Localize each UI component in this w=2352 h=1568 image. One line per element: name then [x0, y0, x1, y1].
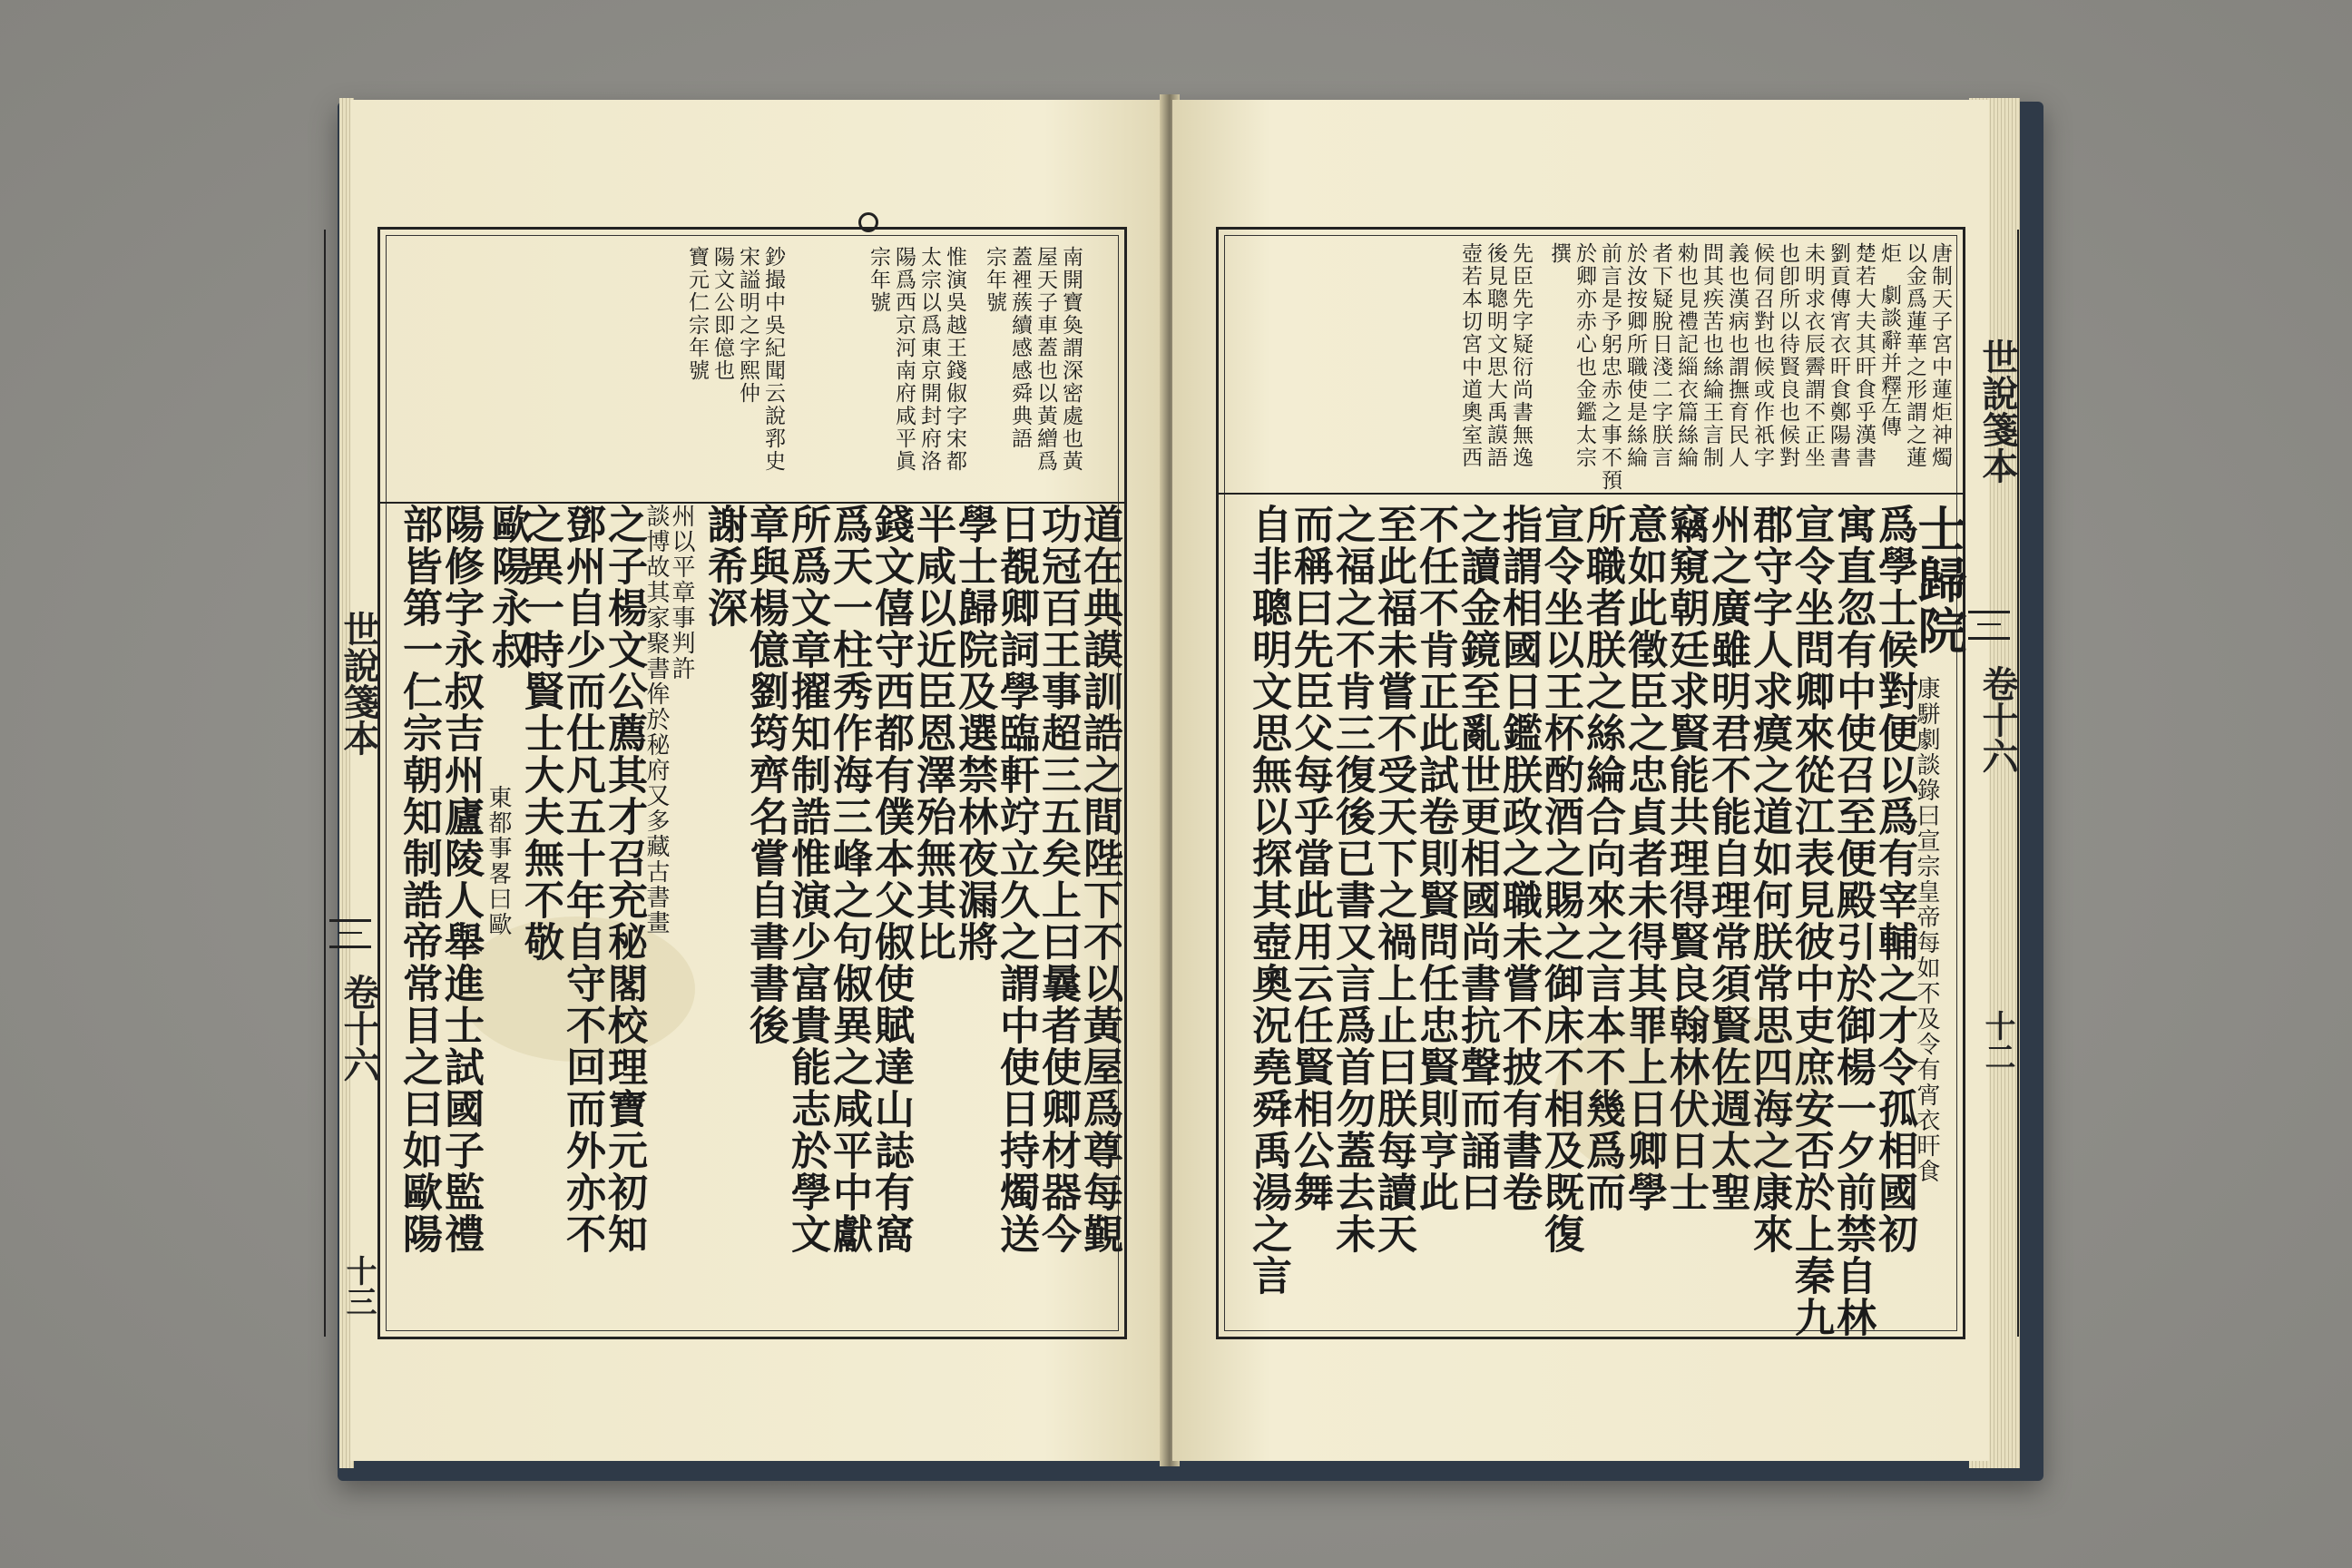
text-column: 宣令坐以王杯酌酒之賜之御床不相及既復: [1537, 504, 1583, 1255]
headnote-col: 候伺召對也候或作祇字: [1750, 242, 1774, 469]
spine-book-title: 世說箋本: [1976, 338, 2019, 484]
text-column: 爲學士候對便以爲有宰輔之才令孤相國初: [1871, 504, 1917, 1255]
headnote-col: 楚若大夫其旰食乎漢書: [1852, 242, 1876, 469]
text-column: 鄧州自少而仕凡五十年自守不回而外亦不: [559, 504, 605, 1255]
headnote-col: 先臣先字疑衍尚書無逸: [1509, 242, 1533, 469]
headnote-col: 蓋裡蔟續感感舜典語: [1008, 246, 1032, 450]
headnote-col: 宗年號: [983, 246, 1006, 314]
headnote-col: 惟演吳越王錢俶字宋都: [943, 246, 966, 473]
text-column: 道在典謨訓誥之間陛下不以黃屋爲尊每覲: [1076, 504, 1122, 1255]
headnote-col: 屋天子車蓋也以黃繒爲: [1034, 246, 1057, 473]
headnote-col: 也卽所以待賢良也候對: [1776, 242, 1799, 469]
headnote-col: 宋謚明之字熙仲: [736, 246, 760, 405]
text-column: 之子楊文公薦其才召充秘閣校理寶元初知: [601, 504, 647, 1255]
text-column: 不任不肯正此試卷則賢問任忠賢則亨此: [1412, 504, 1458, 1213]
text-column: 郡守字人求瘼之道如何朕常思四海之康來: [1746, 504, 1792, 1255]
headnote-col: 未明求衣辰霽謂不正坐: [1801, 242, 1825, 469]
headnote-col: 炬: [1877, 242, 1901, 265]
headnote-col: 撰: [1547, 242, 1571, 265]
right-spine-column: [1963, 230, 2019, 1337]
text-column: 之福之不肯三復後已書又言爲首勿蓋去未: [1328, 504, 1375, 1255]
fish-tail-mark: [1968, 611, 2010, 640]
headnote-col: 鈔撮中吳紀聞云說郛史: [761, 246, 785, 473]
headnote-col: 唐制天子宮中蓮炬神燭: [1928, 242, 1952, 469]
text-column: 所爲文章擢知制誥惟演少富貴能志於學文: [784, 504, 830, 1255]
left-main-text: [380, 495, 1124, 1337]
text-column: 章與楊億劉筠齊名嘗自書書後: [742, 504, 789, 1046]
spine-page-number: 十三: [340, 1255, 377, 1317]
section-heading: 士歸院: [1910, 504, 1968, 656]
headnote-col: 劇談辭并釋: [1877, 284, 1901, 397]
text-column: 東都事畧曰歐: [485, 785, 512, 937]
spine-book-title: 世說箋本: [338, 611, 380, 756]
text-column: 州以平章事判許: [668, 504, 695, 681]
right-headnote-band: [1219, 230, 1963, 495]
text-column: 部皆第一仁宗朝知制誥帝常目之曰如歐陽: [396, 504, 442, 1255]
left-text-frame: [338, 227, 1127, 1339]
headnote-col: 於卿亦赤心也金鑑太宗: [1573, 242, 1596, 469]
spine-volume: 卷十六: [1976, 665, 2019, 774]
headnote-col: 前言是予躬忠赤之事不預: [1598, 242, 1622, 492]
text-column: 州之廣雖明君不能自理常須賢佐週太聖: [1704, 504, 1750, 1213]
text-column: 陽修字永叔吉州廬陵人舉進士試國子監禮: [437, 504, 484, 1255]
headnote-col: 陽爲西京河南府咸平眞: [892, 246, 916, 473]
headnote-col: 後見聰明文思大禹謨語: [1484, 242, 1507, 469]
text-column: 談博故其家聚書侔於秘府又多藏古書畫: [642, 504, 670, 936]
text-column: 所職者朕之絲綸合向來之言本不幾爲而: [1579, 504, 1625, 1213]
fish-tail-mark: [329, 919, 371, 948]
text-column: 寓直忽有中使召至便殿引於御楊一夕前禁自林: [1829, 504, 1876, 1338]
text-column: 半咸以近臣恩澤殆無其比: [909, 504, 956, 963]
text-column: 錢文僖守西都有僕本父俶使賦達山誌有窩: [867, 504, 914, 1255]
headnote-col: 寶元仁宗年號: [685, 246, 709, 382]
left-spine-column: [324, 230, 380, 1337]
text-column: 康駢劇談錄曰宣宗皇帝每如不及令有宵衣旰食: [1913, 676, 1940, 1184]
text-column: 竊窺朝廷求賢能共理得賢良翰林伏日士: [1662, 504, 1709, 1213]
text-column: 至此福未嘗不受天下之禍上止曰朕每讀天: [1370, 504, 1416, 1255]
headnote-col: 於汝按卿所職使是絲綸: [1623, 242, 1647, 469]
headnote-col: 南開寶奐謂深密處也黃: [1059, 246, 1083, 473]
text-column: 之讀金鏡至亂世更相國尚書抗聲而誦曰: [1454, 504, 1500, 1213]
text-column: 自非聰明文思無以探其壺奧況堯舜禹湯之言: [1245, 504, 1291, 1297]
spine-volume: 卷十六: [338, 974, 380, 1083]
right-main-text: [1219, 495, 1968, 1338]
text-column: 意如此徵臣之忠貞者未得其罪上日卿學: [1621, 504, 1667, 1213]
text-column: 功冠百王事超三五矣上曰曩者使卿材器今: [1034, 504, 1081, 1255]
headnote-col: 壺若本切宮中道奧室西: [1458, 242, 1482, 469]
left-headnote-band: [380, 230, 1124, 504]
text-column: 而稱曰先臣父每乎當此用云任賢相公舞: [1287, 504, 1333, 1213]
headnote-col: 劉貢傳宵衣旰食鄭陽書: [1827, 242, 1850, 469]
headnote-col: 義也漢病也謂撫育民人: [1725, 242, 1749, 469]
text-column: 學士歸院及選禁林夜漏將: [951, 504, 997, 963]
headnote-col: 者下疑脫日淺二字朕言: [1649, 242, 1672, 469]
text-column: 宣令坐問卿來從江表見彼中吏庶安否於上秦九: [1788, 504, 1834, 1338]
headnote-col: 左傳: [1877, 393, 1901, 438]
text-column: 日覩卿詞學臨軒竚立久之謂中使日持燭送: [993, 504, 1039, 1255]
headnote-col: 問其疾苦也絲綸王言制: [1700, 242, 1723, 469]
spine-page-number: 十二: [1979, 1010, 2015, 1072]
text-column: 歐陽永叔: [485, 504, 531, 671]
text-column: 之異一時賢士大夫無不敬: [517, 504, 564, 963]
headnote-col: 宗年號: [867, 246, 890, 314]
text-column: 指謂相國日鑑朕政之職未嘗不披有書卷: [1495, 504, 1542, 1213]
text-column: 謝希深: [701, 504, 747, 629]
headnote-col: 太宗以爲東京開封府洛: [917, 246, 941, 473]
headnote-col: 勑也見禮記緇衣篇絲綸: [1674, 242, 1698, 469]
text-column: 爲天一柱秀作海三峰之句俶異之咸平中獻: [826, 504, 872, 1255]
right-page: [1172, 100, 2019, 1461]
left-page: [338, 100, 1168, 1461]
headnote-col: 以金爲蓮華之形謂之蓮: [1903, 242, 1926, 469]
headnote-col: 陽文公即億也: [710, 246, 734, 382]
right-text-frame: [1216, 227, 2019, 1339]
